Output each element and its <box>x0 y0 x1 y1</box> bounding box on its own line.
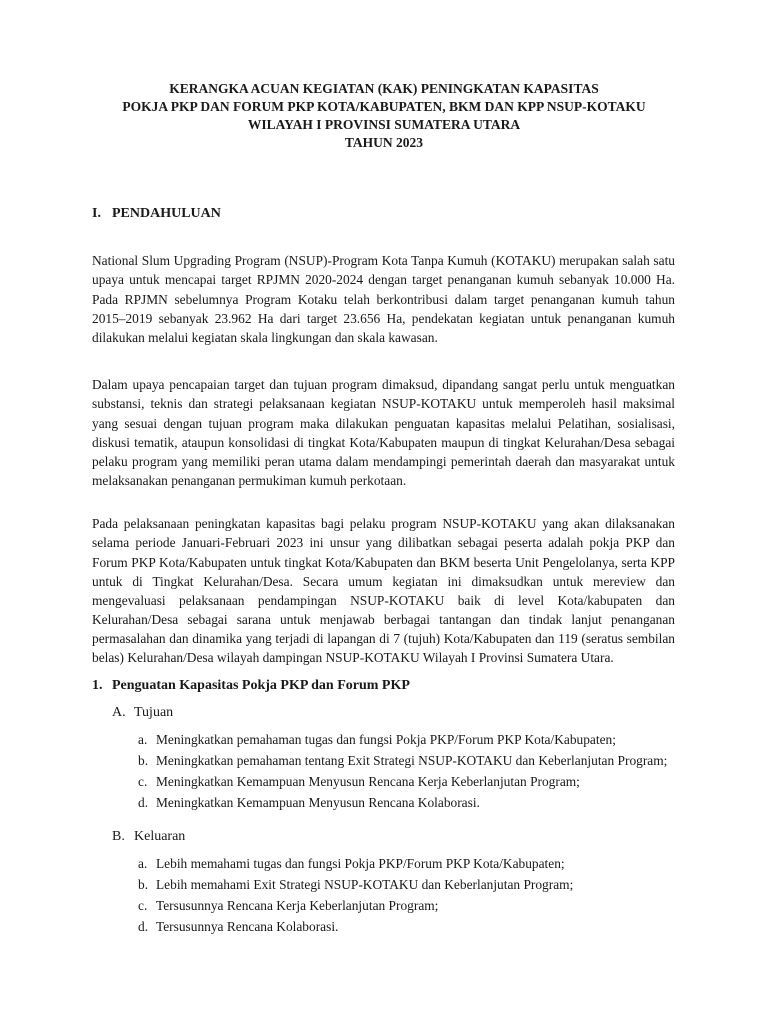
section-number: I. <box>92 206 101 221</box>
list-marker: b. <box>138 753 149 768</box>
list-item <box>138 773 678 790</box>
list-text: Meningkatkan Kemampuan Menyusun Rencana Kerja Keberlanjutan Program; <box>156 774 580 789</box>
list-item <box>138 855 678 872</box>
subsection-number: 1. <box>92 678 103 693</box>
list-marker: d. <box>138 919 149 934</box>
list-item <box>138 918 678 935</box>
list-text: Meningkatkan pemahaman tugas dan fungsi Pokja PKP/Forum PKP Kota/Kabupaten; <box>156 732 616 747</box>
keluaran-letter: B. <box>112 829 125 844</box>
title-line-2: POKJA PKP DAN FORUM PKP KOTA/KABUPATEN, BKM DAN KPP NSUP-KOTAKU <box>122 99 646 114</box>
document-title <box>0 80 768 152</box>
title-line-4: TAHUN 2023 <box>344 135 424 150</box>
list-text: Meningkatkan Kemampuan Menyusun Rencana Kolaborasi. <box>156 795 480 810</box>
paragraph-2: Dalam upaya pencapaian target dan tujuan program dimaksud, dipandang sangat perlu untuk menguatkan substansi, teknis dan strategi pelaksanaan kegiatan NSUP-KOTAKU untuk memperoleh hasil maksimal yang sesuai dengan tujuan program maka dilakukan penguatan kapasitas melalui Pelatihan, sosialisasi, diskusi tematik, ataupun konsolidasi di tingkat Kota/Kabupaten maupun di tingkat Kelurahan/Desa sebagai pelaku program yang memiliki peran utama dalam mendampingi pemerintah daerah dan masyarakat untuk melaksanakan penanganan permukiman kumuh perkotaan. <box>92 377 675 488</box>
paragraph-3: Pada pelaksanaan peningkatan kapasitas bagi pelaku program NSUP-KOTAKU yang akan dilaksanakan selama periode Januari-Februari 2023 ini unsur yang dilibatkan sebagai peserta adalah pokja PKP dan Forum PKP Kota/Kabupaten untuk tingkat Kota/Kabupaten dan BKM beserta Unit Pengelolanya, serta KPP untuk di Tingkat Kelurahan/Desa. Secara umum kegiatan ini dimaksudkan untuk mereview dan mengevaluasi pelaksanaan pendampingan NSUP-KOTAKU baik di level Kota/kabupaten dan Kelurahan/Desa sebagai sarana untuk menjawab berbagai tantangan dan tindak lanjut penanganan permasalahan dan dinamika yang terjadi di lapangan di 7 (tujuh) Kota/Kabupaten dan 119 (seratus sembilan belas) Kelurahan/Desa wilayah dampingan NSUP-KOTAKU Wilayah I Provinsi Sumatera Utara. <box>92 516 675 666</box>
list-marker: a. <box>138 856 148 871</box>
keluaran-list <box>138 855 678 939</box>
list-text: Tersusunnya Rencana Kerja Keberlanjutan Program; <box>156 898 439 913</box>
section-title: PENDAHULUAN <box>112 206 221 221</box>
list-marker: b. <box>138 877 149 892</box>
section-heading <box>92 206 221 222</box>
tujuan-label: Tujuan <box>134 705 174 720</box>
list-item <box>138 794 678 811</box>
tujuan-heading <box>112 705 173 721</box>
list-text: Tersusunnya Rencana Kolaborasi. <box>156 919 339 934</box>
title-line-3: WILAYAH I PROVINSI SUMATERA UTARA <box>247 117 521 132</box>
tujuan-list <box>138 731 678 815</box>
keluaran-label: Keluaran <box>134 829 186 844</box>
paragraph-1: National Slum Upgrading Program (NSUP)-Program Kota Tanpa Kumuh (KOTAKU) merupakan salah satu upaya untuk mencapai target RPJMN 2020-2024 dengan target penanganan kumuh sebanyak 10.000 Ha. Pada RPJMN sebelumnya Program Kotaku telah berkontribusi dalam target penanganan kumuh tahun 2015–2019 sebanyak 23.962 Ha dari target 23.656 Ha, pendekatan kegiatan untuk penanganan kumuh dilakukan melalui kegiatan skala lingkungan dan skala kawasan. <box>92 253 675 345</box>
list-item <box>138 876 678 893</box>
subsection-heading <box>92 678 410 694</box>
list-item <box>138 897 678 914</box>
subsection-title: Penguatan Kapasitas Pokja PKP dan Forum PKP <box>112 678 410 693</box>
list-text: Lebih memahami tugas dan fungsi Pokja PKP/Forum PKP Kota/Kabupaten; <box>156 856 565 871</box>
keluaran-heading <box>112 829 185 845</box>
list-item <box>138 752 678 769</box>
list-text: Lebih memahami Exit Strategi NSUP-KOTAKU dan Keberlanjutan Program; <box>156 877 574 892</box>
list-item <box>138 731 678 748</box>
list-marker: a. <box>138 732 148 747</box>
tujuan-letter: A. <box>112 705 126 720</box>
list-marker: c. <box>138 898 148 913</box>
list-text: Meningkatkan pemahaman tentang Exit Strategi NSUP-KOTAKU dan Keberlanjutan Program; <box>156 753 668 768</box>
title-line-1: KERANGKA ACUAN KEGIATAN (KAK) PENINGKATAN KAPASITAS <box>169 81 599 96</box>
list-marker: c. <box>138 774 148 789</box>
list-marker: d. <box>138 795 149 810</box>
